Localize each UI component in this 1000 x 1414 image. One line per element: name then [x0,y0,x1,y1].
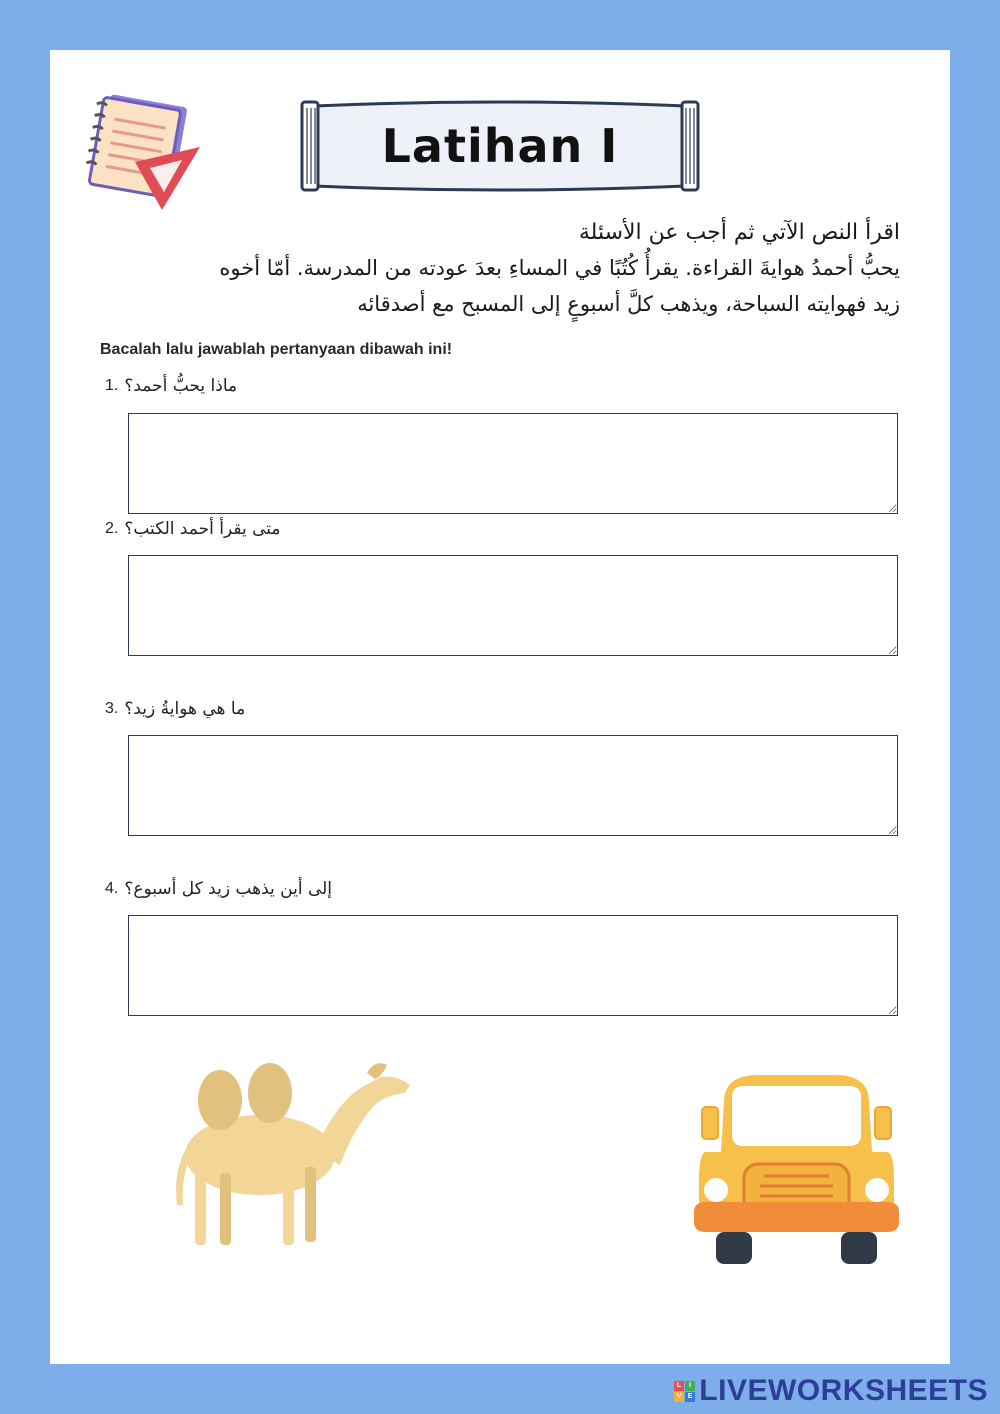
page-title: Latihan I [381,119,619,173]
question-number: 2. [105,520,119,537]
indonesian-instruction: Bacalah lalu jawablah pertanyaan dibawah ini! [100,341,453,358]
logo-letter: L [674,1381,684,1391]
question-2 [105,519,281,539]
logo-letter: V [674,1392,684,1402]
logo-letter: I [685,1381,695,1391]
question-number: 3. [105,700,119,717]
answer-box-1[interactable] [128,413,898,514]
question-text: ماذا يحبُّ أحمد؟ [124,376,238,396]
logo-mark-icon [674,1381,695,1402]
question-number: 1. [105,377,119,394]
answer-box-2[interactable] [128,555,898,656]
answer-box-4[interactable] [128,915,898,1016]
title-banner [300,100,700,192]
answer-box-3[interactable] [128,735,898,836]
question-3 [105,699,245,719]
reading-passage [80,250,900,322]
question-4 [105,879,332,899]
bus-illustration [694,1072,899,1267]
liveworksheets-logo [674,1374,988,1408]
question-number: 4. [105,880,119,897]
question-text: إلى أين يذهب زيد كل أسبوع؟ [124,879,333,899]
question-text: ما هي هوايةُ زيد؟ [124,699,246,719]
brand-name: LIVEWORKSHEETS [699,1374,988,1407]
arabic-instruction: اقرأ النص الآتي ثم أجب عن الأسئلة [578,220,900,245]
question-text: متى يقرأ أحمد الكتب؟ [124,519,281,539]
passage-line: زيد فهوايته السباحة، ويذهب كلَّ أسبوعٍ إلى المسبح مع أصدقائه [357,292,900,316]
camel-illustration [165,1055,415,1250]
notebook-ruler-icon [80,92,205,212]
question-1 [105,376,237,396]
logo-letter: E [685,1392,695,1402]
passage-line: يحبُّ أحمدُ هوايةَ القراءة. يقرأُ كُتُبًا في المساءِ بعدَ عودته من المدرسة. أمّا أخوه [219,256,900,280]
worksheet-page [50,50,950,1364]
